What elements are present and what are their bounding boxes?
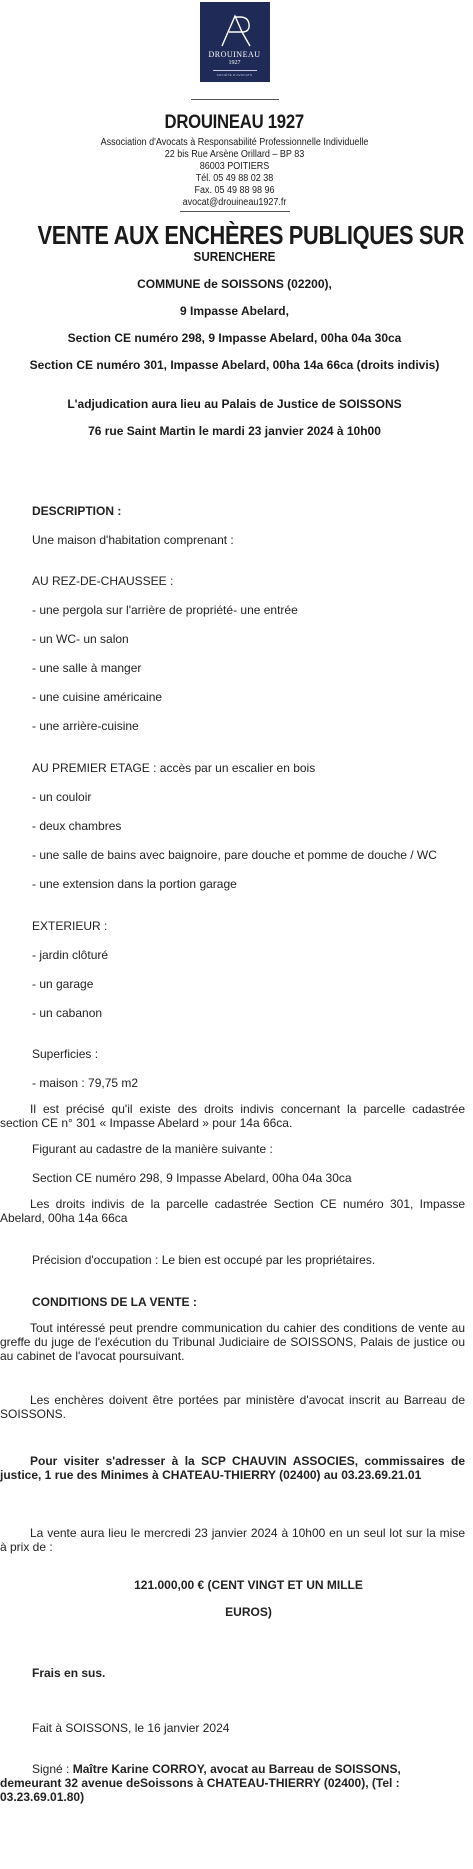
logo-divider [213, 70, 257, 71]
superficies-title: Superficies : [32, 1047, 99, 1061]
cadastre-title: Figurant au cadastre de la manière suivante : [32, 1142, 273, 1156]
firm-address [0, 137, 469, 209]
auction-date-line: 76 rue Saint Martin le mardi 23 janvier 2024 à 10h00 [88, 424, 381, 438]
conditions-paragraph: Tout intéressé peut prendre communication du cahier des conditions de vente au greffe du juge de l'exécution du Tribunal Judiciaire de SOISSONS, Palais de justice ou au cabinet de l'avocat poursuivant. [0, 1321, 465, 1363]
firm-line: Tél. 05 49 88 02 38 [195, 173, 274, 184]
conditions-title: CONDITIONS DE LA VENTE : [32, 1295, 197, 1309]
page-title: VENTE AUX ENCHÈRES PUBLIQUES SUR [37, 220, 465, 250]
description-title: DESCRIPTION : [32, 504, 122, 518]
page-subtitle: SURENCHERE [193, 249, 276, 264]
list-item: - un couloir [32, 790, 92, 804]
logo-area [0, 0, 469, 82]
firm-name: DROUINEAU 1927 [164, 112, 305, 133]
logo-year: 1927 [228, 60, 241, 66]
list-item: - une pergola sur l'arrière de propriété- une entrée [32, 603, 298, 617]
cadastre-line: Section CE numéro 298, 9 Impasse Abelard, 00ha 04a 30ca [32, 1171, 352, 1185]
list-item: - une arrière-cuisine [32, 719, 139, 733]
list-item: - un cabanon [32, 1006, 103, 1020]
list-item: - une salle de bains avec baignoire, pare douche et pomme de douche / WC [32, 848, 437, 862]
price-line: 121.000,00 € (CENT VINGT ET UN MILLE [134, 1578, 363, 1592]
logo-tagline: SOCIÉTÉ D'AVOCATS [216, 73, 253, 77]
superficie-item: - maison : 79,75 m2 [32, 1076, 139, 1090]
logo-brand: DROUINEAU [208, 50, 261, 59]
visit-paragraph: Pour visiter s'adresser à la SCP CHAUVIN ASSOCIES, commissaires de justice, 1 rue des Minimes à CHATEAU-THIERRY (02400) au 03.23.69.21.01 [0, 1454, 465, 1482]
list-item: - une salle à manger [32, 661, 142, 675]
signature-text: Maître Karine CORROY, avocat au Barreau de SOISSONS, demeurant 32 avenue deSoissons à CHATEAU-THIERRY (02400), (Tel : 03.23.69.01.80) [0, 1762, 401, 1804]
firm-line: Association d'Avocats à Responsabilité Professionnelle Individuelle [100, 137, 369, 148]
droits-paragraph: Les droits indivis de la parcelle cadastrée Section CE numéro 301, Impasse Abelard, 00ha 14a 66ca [0, 1197, 465, 1225]
fees-line: Frais en sus. [32, 1666, 106, 1680]
list-item: - jardin clôturé [32, 948, 109, 962]
etage-title: AU PREMIER ETAGE : accès par un escalier en bois [32, 761, 316, 775]
exterieur-title: EXTERIEUR : [32, 919, 108, 933]
notice-body [0, 504, 469, 1804]
rdc-title: AU REZ-DE-CHAUSSEE : [32, 574, 174, 588]
occupation-line: Précision d'occupation : Le bien est occupé par les propriétaires. [32, 1253, 376, 1267]
firm-logo [200, 2, 270, 82]
parcel-line: Section CE numéro 298, 9 Impasse Abelard, 00ha 04a 30ca [67, 331, 402, 345]
commune-line: COMMUNE de SOISSONS (02200), [137, 277, 332, 291]
divider-bottom [180, 211, 290, 212]
price-line: EUROS) [225, 1605, 272, 1619]
indivis-paragraph: Il est précisé qu'il existe des droits indivis concernant la parcelle cadastrée section CE n° 301 « Impasse Abelard » pour 14a 66ca. [0, 1102, 465, 1130]
list-item: - deux chambres [32, 819, 122, 833]
list-item: - un garage [32, 977, 94, 991]
firm-header [0, 112, 469, 212]
firm-line: Fax. 05 49 88 98 96 [194, 185, 275, 196]
firm-email: avocat@drouineau1927.fr [182, 197, 287, 208]
auction-place-line: L'adjudication aura lieu au Palais de Justice de SOISSONS [67, 397, 402, 411]
firm-line: 86003 POITIERS [199, 161, 270, 172]
barreau-paragraph: Les enchères doivent être portées par ministère d'avocat inscrit au Barreau de SOISSONS. [0, 1393, 465, 1421]
done-line: Fait à SOISSONS, le 16 janvier 2024 [32, 1721, 230, 1735]
list-item: - une cuisine américaine [32, 690, 163, 704]
divider-top [191, 99, 279, 100]
description-intro: Une maison d'habitation comprenant : [32, 533, 234, 547]
list-item: - une extension dans la portion garage [32, 877, 237, 891]
parcel-line: Section CE numéro 301, Impasse Abelard, 00ha 14a 66ca (droits indivis) [29, 358, 440, 372]
monogram-icon [218, 12, 252, 48]
address-line: 9 Impasse Abelard, [180, 304, 289, 318]
signature-paragraph [0, 1762, 465, 1804]
list-item: - un WC- un salon [32, 632, 129, 646]
signature-prefix: Signé : [32, 1762, 73, 1776]
sale-paragraph: La vente aura lieu le mercredi 23 janvier 2024 à 10h00 en un seul lot sur la mise à prix de : [0, 1526, 465, 1554]
firm-line: 22 bis Rue Arsène Orillard – BP 83 [164, 149, 305, 160]
